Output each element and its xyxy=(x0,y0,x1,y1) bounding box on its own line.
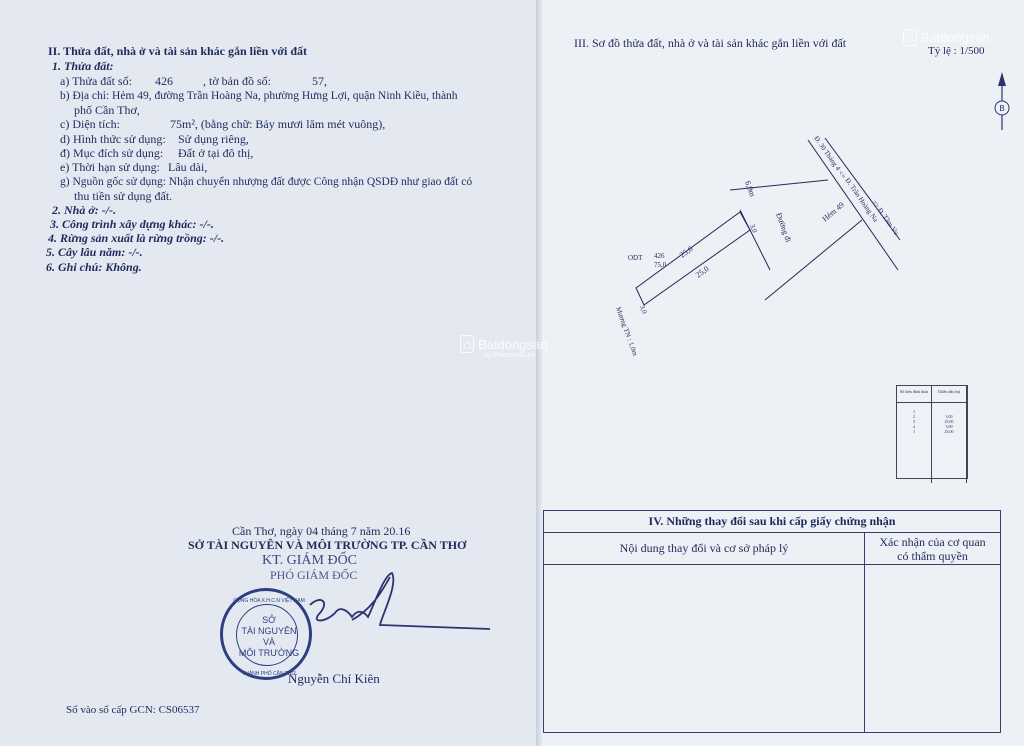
watermark-corner: ⌂ Batdongsan xyxy=(903,30,990,45)
svg-text:25,0: 25,0 xyxy=(693,264,711,280)
changes-confirmation-cell xyxy=(865,565,1001,733)
watermark-logo-icon: ⌂ xyxy=(460,335,474,353)
origin-line1: g) Nguồn gốc sử dụng: Nhận chuyển nhượng đất được Công nhận QSDĐ như giao đất có xyxy=(60,176,473,188)
svg-text:3,0: 3,0 xyxy=(638,303,649,315)
section3-title: III. Sơ đồ thửa đất, nhà ở và tài sản khác gắn liền với đất xyxy=(574,36,847,50)
item2-house: 2. Nhà ở: -/-. xyxy=(52,203,117,217)
watermark-corner-logo-icon: ⌂ xyxy=(903,29,917,46)
svg-text:=> Đ. Tầm Vu: => Đ. Tầm Vu xyxy=(870,198,901,237)
item1-title: 1. Thửa đất: xyxy=(52,59,114,73)
lot-number: 426 xyxy=(155,74,173,88)
north-arrow-icon xyxy=(990,70,1014,134)
map-sheet-label: , tờ bản đồ số: xyxy=(203,74,272,88)
address-line1: b) Địa chỉ: Hẻm 49, đường Trần Hoàng Na, phường Hưng Lợi, quận Ninh Kiều, thành xyxy=(60,90,458,102)
changes-content-cell xyxy=(544,565,865,733)
item4-forest: 4. Rừng sản xuất là rừng trồng: -/-. xyxy=(48,231,225,245)
map-sheet-number: 57, xyxy=(312,74,327,88)
legend-vertex-column: 1 2 3 4 1 xyxy=(897,403,932,483)
svg-text:75,0: 75,0 xyxy=(654,261,667,269)
plot-dimension-legend xyxy=(896,385,968,479)
svg-text:ODT: ODT xyxy=(628,254,643,262)
usage-form-value: Sử dụng riêng, xyxy=(178,132,249,146)
item5-trees: 5. Cây lâu năm: -/-. xyxy=(46,245,143,259)
svg-text:B: B xyxy=(999,104,1005,113)
legend-length-column: 3,00 25,00 3,00 25,00 xyxy=(932,403,967,483)
gcn-number: Số vào sổ cấp GCN: CS06537 xyxy=(66,704,200,716)
legend-header-vertex: Số hiệu đỉnh thửa xyxy=(897,386,932,402)
svg-text:Đ. 30 Tháng 4 <=: Đ. 30 Tháng 4 <= xyxy=(812,134,848,181)
scale: Tỷ lệ : 1/500 xyxy=(928,45,985,57)
svg-text:426: 426 xyxy=(654,252,665,260)
usage-form-label: d) Hình thức sử dụng: xyxy=(60,132,166,146)
section2-title: II. Thửa đất, nhà ở và tài sản khác gắn liền với đất xyxy=(48,44,308,58)
purpose-value: Đất ở tại đô thị, xyxy=(178,146,254,160)
department-name: SỞ TÀI NGUYÊN VÀ MÔI TRƯỜNG TP. CẦN THƠ xyxy=(188,538,467,552)
origin-line2: thu tiền sử dụng đất. xyxy=(74,189,173,203)
term-value: Lâu dài, xyxy=(168,160,208,174)
issue-date: Cần Thơ, ngày 04 tháng 7 năm 20.16 xyxy=(232,524,411,538)
address-line2: phố Cần Thơ, xyxy=(74,103,140,117)
svg-text:Hẻm 49: Hẻm 49 xyxy=(820,200,846,224)
changes-table xyxy=(543,510,1001,733)
svg-text:Mương TN : 1,0m: Mương TN : 1,0m xyxy=(614,305,640,357)
official-stamp: CỘNG HÒA X.H.C.N VIỆT NAM SỞ TÀI NGUYÊN VÀ MÔI TRƯỜNG THÀNH PHỐ CẦN THƠ xyxy=(220,588,312,680)
lot-label: a) Thửa đất số: xyxy=(60,74,132,88)
item6-note: 6. Ghi chú: Không. xyxy=(46,260,142,274)
deputy-title: PHÓ GIÁM ĐỐC xyxy=(270,568,358,582)
area-value: 75m², (bằng chữ: Bảy mươi lăm mét vuông), xyxy=(170,117,386,131)
item3-construction: 3. Công trình xây dựng khác: -/-. xyxy=(50,217,214,231)
section4-title: IV. Những thay đổi sau khi cấp giấy chứng nhận xyxy=(544,511,1001,533)
svg-text:3,0: 3,0 xyxy=(748,222,759,234)
svg-text:6,0m: 6,0m xyxy=(743,179,758,198)
svg-text:25,0: 25,0 xyxy=(677,244,695,260)
area-label: c) Diện tích: xyxy=(60,117,120,131)
signer-name: Nguyễn Chí Kiên xyxy=(288,671,380,686)
land-plot-map xyxy=(600,130,920,370)
changes-col-confirmation: Xác nhận của cơ quan có thẩm quyền xyxy=(865,533,1001,565)
director-title: KT. GIÁM ĐỐC xyxy=(262,553,358,568)
term-label: e) Thời hạn sử dụng: xyxy=(60,160,160,174)
signature xyxy=(290,565,500,645)
purpose-label: đ) Mục đích sử dụng: xyxy=(60,146,164,160)
svg-text:Đ. Trần Hoàng Na: Đ. Trần Hoàng Na xyxy=(843,176,880,224)
changes-col-content: Nội dung thay đổi và cơ sở pháp lý xyxy=(544,533,865,565)
legend-header-length: Chiều dài (m) xyxy=(932,386,967,402)
watermark-center: ⌂ Batdongsan by PropertyGuru xyxy=(460,336,548,359)
svg-text:Đường đi: Đường đi xyxy=(774,211,794,244)
